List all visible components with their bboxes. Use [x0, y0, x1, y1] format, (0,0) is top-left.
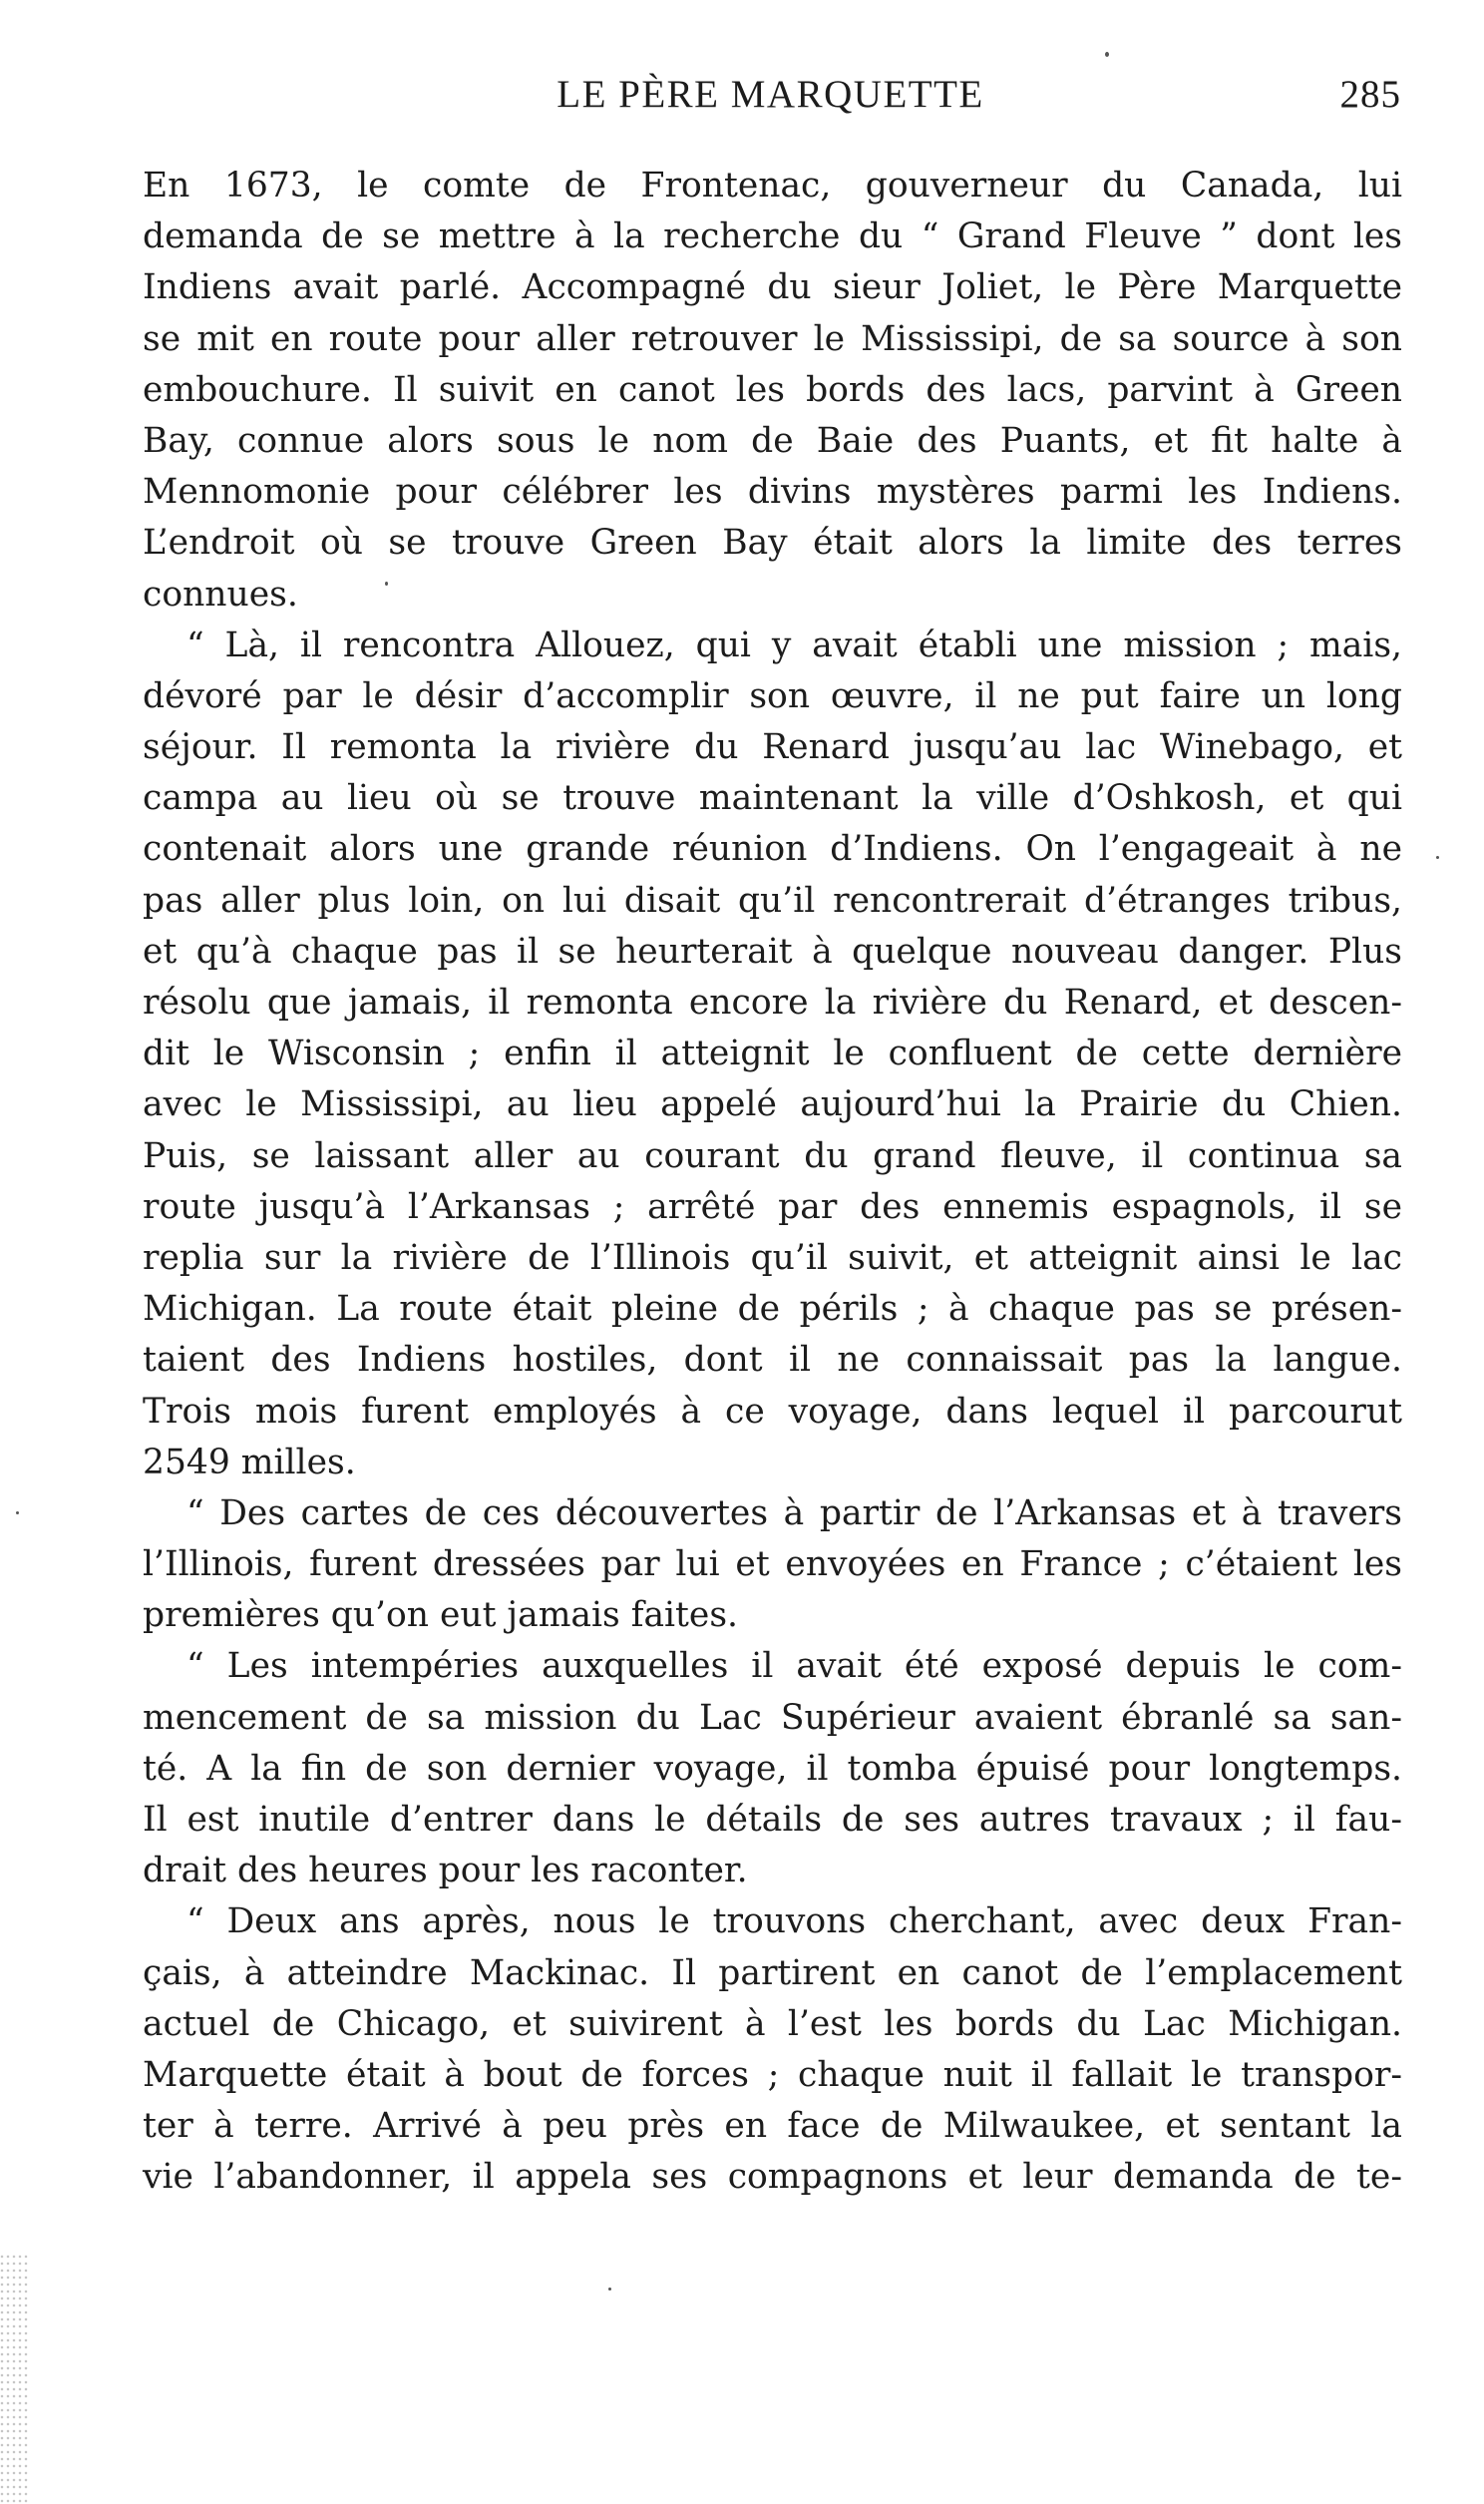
page-number: 285: [1339, 73, 1401, 116]
scan-speck: [1436, 856, 1439, 859]
text-line: séjour. Il remonta la rivière du Renard jusqu’au lac Winebago, et: [143, 727, 1402, 768]
text-line: Marquette était à bout de forces ; chaque nuit il fallait le transpor-: [143, 2054, 1402, 2095]
text-line: dit le Wisconsin ; enfin il atteignit le confluent de cette dernière: [143, 1034, 1402, 1074]
text-line: Bay, connue alors sous le nom de Baie des Puants, et fit halte à: [143, 420, 1402, 461]
text-line: “ Deux ans après, nous le trouvons cherchant, avec deux Fran-: [186, 1901, 1402, 1942]
text-line: dévoré par le désir d’accomplir son œuvre, il ne put faire un long: [143, 675, 1402, 716]
text-line: “ Des cartes de ces découvertes à partir de l’Arkansas et à travers: [186, 1492, 1402, 1533]
text-line: résolu que jamais, il remonta encore la rivière du Renard, et descen-: [143, 983, 1402, 1023]
text-line: Il est inutile d’entrer dans le détails de ses autres travaux ; il fau-: [143, 1800, 1402, 1840]
text-line: taient des Indiens hostiles, dont il ne connaissait pas la langue.: [143, 1340, 1402, 1381]
text-line: campa au lieu où se trouve maintenant la ville d’Oshkosh, et qui: [143, 778, 1402, 819]
text-line: Trois mois furent employés à ce voyage, dans lequel il parcourut: [143, 1391, 1402, 1432]
text-line: Puis, se laissant aller au courant du grand fleuve, il continua sa: [143, 1135, 1402, 1176]
text-line: premières qu’on eut jamais faites.: [143, 1595, 739, 1636]
text-line: 2549 milles.: [143, 1442, 356, 1482]
text-line: L’endroit où se trouve Green Bay était alors la limite des terres: [143, 523, 1402, 564]
text-line: té. A la fin de son dernier voyage, il tomba épuisé pour longtemps.: [143, 1748, 1402, 1789]
text-line: vie l’abandonner, il appela ses compagnons et leur demanda de te-: [143, 2157, 1402, 2198]
text-line: En 1673, le comte de Frontenac, gouverneur du Canada, lui: [143, 166, 1402, 206]
scan-speck: [1105, 52, 1109, 57]
text-line: et qu’à chaque pas il se heurterait à quelque nouveau danger. Plus: [143, 931, 1402, 972]
text-line: replia sur la rivière de l’Illinois qu’il suivit, et atteignit ainsi le lac: [143, 1237, 1402, 1278]
running-title: LE PÈRE MARQUETTE: [556, 73, 984, 116]
text-line: çais, à atteindre Mackinac. Il partirent en canot de l’emplacement: [143, 1952, 1402, 1993]
text-line: Mennomonie pour célébrer les divins mystères parmi les Indiens.: [143, 472, 1402, 513]
text-line: embouchure. Il suivit en canot les bords des lacs, parvint à Green: [143, 369, 1402, 410]
text-line: Michigan. La route était pleine de périls ; à chaque pas se présen-: [143, 1289, 1402, 1330]
text-line: Indiens avait parlé. Accompagné du sieur Joliet, le Père Marquette: [143, 267, 1402, 308]
text-line: “ Les intempéries auxquelles il avait été exposé depuis le com-: [186, 1646, 1402, 1687]
text-line: route jusqu’à l’Arkansas ; arrêté par des ennemis espagnols, il se: [143, 1186, 1402, 1227]
scan-speck: [385, 582, 388, 586]
text-line: pas aller plus loin, on lui disait qu’il rencontrerait d’étranges tribus,: [143, 880, 1402, 921]
text-line: “ Là, il rencontra Allouez, qui y avait établi une mission ; mais,: [186, 625, 1402, 665]
text-line: mencement de sa mission du Lac Supérieur avaient ébranlé sa san-: [143, 1697, 1402, 1738]
body-text: [143, 161, 1402, 2204]
text-line: contenait alors une grande réunion d’Indiens. On l’engageait à ne: [143, 829, 1402, 870]
running-head: [140, 72, 1401, 132]
text-line: actuel de Chicago, et suivirent à l’est les bords du Lac Michigan.: [143, 2003, 1402, 2044]
text-line: se mit en route pour aller retrouver le Mississipi, de sa source à son: [143, 318, 1402, 359]
text-line: ter à terre. Arrivé à peu près en face de Milwaukee, et sentant la: [143, 2106, 1402, 2147]
text-line: demanda de se mettre à la recherche du “ Grand Fleuve ” dont les: [143, 216, 1402, 257]
text-line: drait des heures pour les raconter.: [143, 1851, 748, 1891]
text-line: connues.: [143, 574, 298, 615]
text-line: l’Illinois, furent dressées par lui et envoyées en France ; c’étaient les: [143, 1544, 1402, 1585]
text-line: avec le Mississipi, au lieu appelé aujourd’hui la Prairie du Chien.: [143, 1084, 1402, 1125]
scan-speck: [608, 2288, 611, 2291]
scan-edge-noise: [0, 2255, 30, 2504]
scan-speck: [16, 1511, 19, 1514]
